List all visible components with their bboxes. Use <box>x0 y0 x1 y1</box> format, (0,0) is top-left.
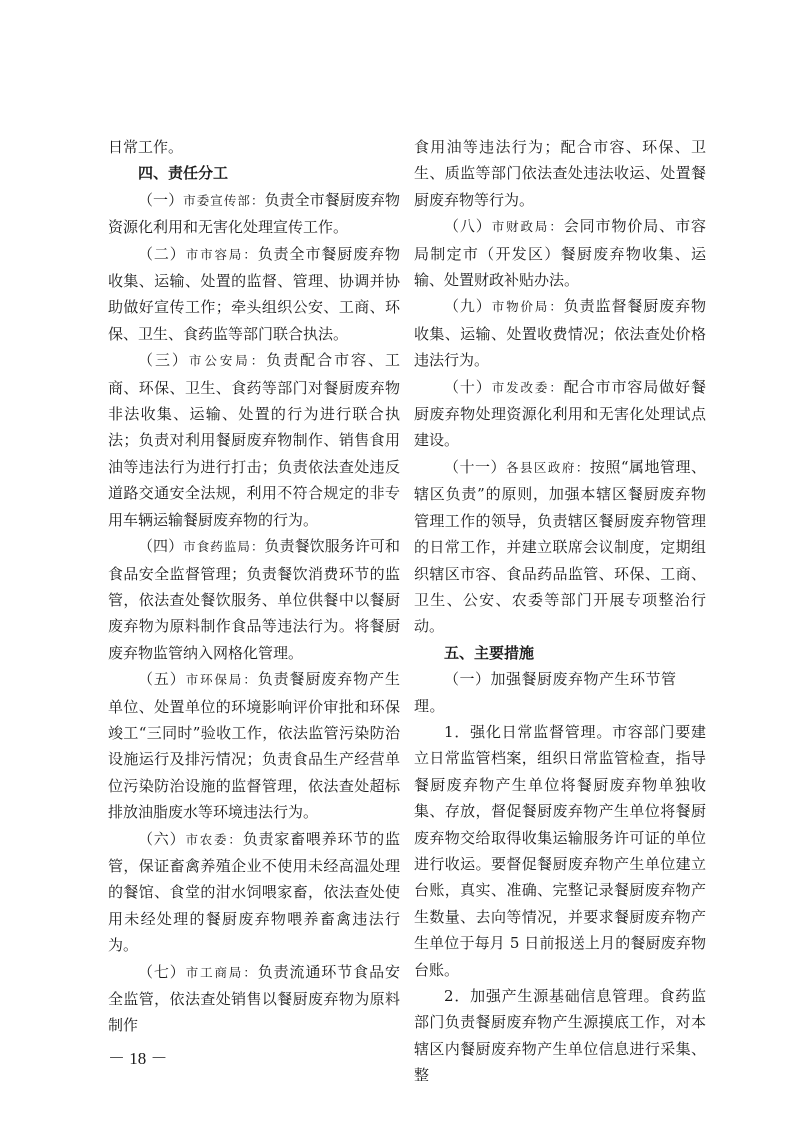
department-name: 市农委： <box>185 831 243 847</box>
item-number: （三） <box>138 351 189 370</box>
duty-item-10 <box>414 374 706 454</box>
duty-item-9 <box>414 293 706 373</box>
paragraph-continuation: 日常工作。 <box>108 138 184 156</box>
department-name: 市发改委： <box>491 379 564 395</box>
department-name: 市委宣传部： <box>183 192 265 208</box>
duty-text: 负责流通环节食品安全监管，依法查处销售以餐厨废弃物为原料制作 <box>108 962 400 1035</box>
duty-item-4 <box>108 533 400 666</box>
duty-text: 负责餐厨废弃物产生单位、处置单位的环境影响评价审批和环保竣工“三同时”验收工作，依法监管污染防治设施运行及排污情况；负责食品生产经营单位污染防治设施的监督管理，依法查处超标排放油脂废水等环境违法行为。 <box>108 670 400 822</box>
item-number: （十一） <box>444 457 506 476</box>
page-number: － 18 － <box>108 1049 168 1068</box>
department-name: 市环保局： <box>185 672 258 688</box>
measure-paragraph-2: 2．加强产生源基础信息管理。食药监部门负责餐厨废弃物产生源摸底工作，对本辖区内餐厨废弃物产生单位信息进行采集、整 <box>414 987 706 1085</box>
measure-paragraph-1: 1．强化日常监督管理。市容部门要建立日常监管档案，组织日常监管检查，指导餐厨废弃物产生单位将餐厨废弃物单独收集、存放，督促餐厨废弃物产生单位将餐厨废弃物交给取得收集运输服务许可证的单位进行收运。要督促餐厨废弃物产生单位建立台账，真实、准确、完整记录餐厨废弃物产生数量、去向等情况，并要求餐厨废弃物产生单位于每月 5 日前报送上月的餐厨废弃物台账。 <box>414 722 706 979</box>
section-heading-four: 四、责任分工 <box>138 164 229 183</box>
item-number: （十） <box>444 377 492 396</box>
department-name: 市市容局： <box>185 246 258 262</box>
duty-text: 负责全市餐厨废弃物收集、运输、处置的监督、管理、协调并协助做好宣传工作；牵头组织公安、工商、环保、卫生、食药监等部门联合执法。 <box>108 244 400 343</box>
duty-text: 负责配合市容、工商、环保、卫生、食药等部门对餐厨废弃物非法收集、运输、处置的行为进行联合执法；负责对利用餐厨废弃物制作、销售食用油等违法行为进行打击；负责依法查处违反道路交通安全法规，利用不符合规定的非专用车辆运输餐厨废弃物的行为。 <box>108 351 400 529</box>
duty-text: 负责餐饮服务许可和食品安全监督管理；负责餐饮消费环节的监管，依法查处餐饮服务、单位供餐中以餐厨废弃物为原料制作食品等违法行为。将餐厨废弃物监管纳入网格化管理。 <box>108 537 400 662</box>
duty-text: 会同市物价局、市容局制定市（开发区）餐厨废弃物收集、运输、处置财政补贴办法。 <box>414 217 706 290</box>
section-heading-five: 五、主要措施 <box>444 643 535 662</box>
department-name: 市食药监局： <box>183 539 265 555</box>
item-number: （二） <box>138 244 186 263</box>
duty-item-3 <box>108 347 400 533</box>
department-name: 市物价局： <box>491 299 564 315</box>
item-number: （四） <box>138 537 184 556</box>
duty-item-8 <box>414 213 706 293</box>
left-column <box>108 134 400 1039</box>
right-column <box>414 134 706 1089</box>
duty-item-6 <box>108 826 400 959</box>
duty-text: 按照“属地管理、辖区负责”的原则，加强本辖区餐厨废弃物管理工作的领导，负责辖区餐厨废弃物管理的日常工作，并建立联席会议制度，定期组织辖区市容、食品药品监管、环保、工商、卫生、公安、农委等部门开展专项整治行动。 <box>414 457 706 636</box>
paragraph-continuation: 食用油等违法行为；配合市容、环保、卫生、质监等部门依法查处违法收运、处置餐厨废弃物等行为。 <box>414 138 706 209</box>
item-number: （八） <box>444 217 492 236</box>
item-number: （九） <box>444 297 492 316</box>
item-number: （一） <box>138 190 184 209</box>
duty-item-7 <box>108 959 400 1039</box>
department-name: 市公安局： <box>188 353 267 369</box>
item-number: （五） <box>138 670 186 689</box>
duty-item-11 <box>414 454 706 640</box>
department-name: 各县区政府： <box>505 459 590 475</box>
item-number: （七） <box>138 962 186 981</box>
item-number: （六） <box>138 829 186 848</box>
department-name: 市工商局： <box>185 964 258 980</box>
department-name: 市财政局： <box>491 219 564 235</box>
duty-text: 负责全市餐厨废弃物资源化利用和无害化处理宣传工作。 <box>108 190 400 237</box>
subsection-heading: （一）加强餐厨废弃物产生环节管理。 <box>414 670 677 715</box>
duty-item-5 <box>108 666 400 825</box>
duty-text: 负责监督餐厨废弃物收集、运输、处置收费情况；依法查处价格违法行为。 <box>414 297 706 370</box>
duty-item-1 <box>108 187 400 241</box>
duty-item-2 <box>108 241 400 348</box>
duty-text: 负责家畜喂养环节的监管，保证畜禽养殖企业不使用未经高温处理的餐馆、食堂的泔水饲喂家畜，依法查处使用未经处理的餐厨废弃物喂养畜禽违法行为。 <box>108 829 400 955</box>
duty-text: 配合市市容局做好餐厨废弃物处理资源化利用和无害化处理试点建设。 <box>414 377 706 450</box>
